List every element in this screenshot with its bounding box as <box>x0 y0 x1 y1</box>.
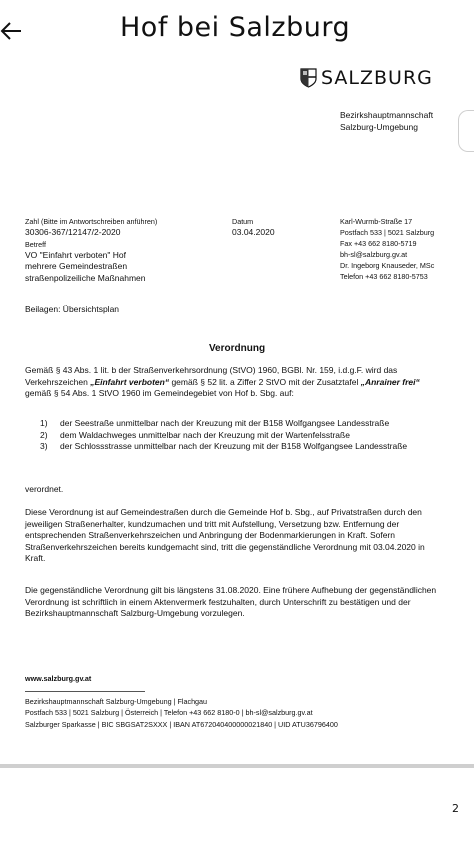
document-page <box>0 66 474 766</box>
expiry-paragraph: Die gegenständliche Verordnung gilt bis längstens 31.08.2020. Eine frühere Aufhebung der gegenständlichen Verordnung ist schriftlich in einem Aktenvermerk festzuhalten, durch Unterschrift zu bestätigen und der Bezirkshauptmannschaft Salzburg-Umgebung vorzulegen. <box>25 585 437 618</box>
footer-line: Bezirkshauptmannschaft Salzburg-Umgebung | Flachgau <box>25 696 208 706</box>
sign-name: „Einfahrt verboten“ <box>90 376 170 387</box>
betreff-line: VO "Einfahrt verboten" Hof <box>25 249 126 260</box>
contact-line: Dr. Ingeborg Knauseder, MSc <box>340 261 435 270</box>
zahl-value: 30306-367/12147/2-2020 <box>25 227 121 237</box>
contact-line: Fax +43 662 8180-5719 <box>340 239 417 248</box>
reference-block <box>25 216 215 284</box>
validity-paragraph: Diese Verordnung ist auf Gemeindestraßen durch die Gemeinde Hof b. Sbg., auf Privatstraßen durch den jeweiligen Straßenerhalter, kundzumachen und tritt mit Aufstellung, Versetzung bzw. Entfernung der entsprechenden Straßenverkehrszeichen und Anbringung der Bodenmarkierungen in Kraft. Sofern Straßenverkehrszeichen bereits kundgemacht sind, tritt die gegenständliche Verordnung mit 03.04.2020 in Kraft. <box>25 507 425 563</box>
list-item: 3) der Schlossstrasse unmittelbar nach der Kreuzung mit der B158 Wolfgangsee Landesstraße <box>40 441 408 451</box>
footer-line: Postfach 533 | 5021 Salzburg | Österreich | Telefon +43 662 8180-0 | bh-sl@salzburg.gv.at <box>25 708 313 717</box>
app-bar <box>0 0 474 67</box>
contact-line: Telefon +43 662 8180-5753 <box>340 272 428 281</box>
footer-divider <box>25 691 145 692</box>
arrow-left-icon[interactable] <box>0 20 22 42</box>
datum-value: 03.04.2020 <box>232 227 275 237</box>
date-block <box>232 216 322 239</box>
contact-line: Karl-Wurmb-Straße 17 <box>340 217 413 226</box>
sign-addon-name: „Anrainer frei“ <box>360 376 420 387</box>
betreff-label: Betreff <box>25 239 47 249</box>
footer-url[interactable]: www.salzburg.gv.at <box>25 674 92 683</box>
side-tab-handle[interactable] <box>458 110 474 152</box>
document-footer <box>25 673 445 730</box>
list-item: 2) dem Waldachweges unmittelbar nach der Kreuzung mit der Wartenfelsstraße <box>40 429 350 440</box>
list-item: 1) der Seestraße unmittelbar nach der Kreuzung mit der B158 Wolfgangsee Landesstraße <box>40 418 390 428</box>
authority-name: Bezirkshauptmannschaft Salzburg-Umgebung <box>340 110 434 132</box>
datum-label: Datum <box>232 217 254 226</box>
salzburg-logo <box>300 66 433 90</box>
coat-of-arms-icon <box>300 68 317 88</box>
page-number: 2 <box>452 802 459 815</box>
document-heading: Verordnung <box>208 343 266 354</box>
contact-line: Postfach 533 | 5021 Salzburg <box>340 228 435 237</box>
horizontal-scrollbar[interactable] <box>0 764 474 768</box>
intro-paragraph: Gemäß § 43 Abs. 1 lit. b der Straßenverkehrsordnung (StVO) 1960, BGBl. Nr. 159, i.d.g.F. wird das Verkehrszeichen „Einfahrt verboten“ gemäß § 52 lit. a Ziffer 2 StVO mit der Zusatztafel „Anrainer frei“ gemäß § 54 Abs. 1 StVO 1960 im Gemeindegebiet von Hof b. Sbg. auf: <box>25 365 420 398</box>
contact-block <box>340 216 470 282</box>
contact-email: bh-sl@salzburg.gv.at <box>340 250 408 259</box>
verordnet-line: verordnet. <box>25 484 64 494</box>
footer-line: Salzburger Sparkasse | BIC SBGSAT2SXXX | IBAN AT672040400000021840 | UID ATU36796400 <box>25 719 338 729</box>
street-list <box>40 418 450 453</box>
betreff-line: mehrere Gemeindestraßen <box>25 261 128 271</box>
logo-wordmark: SALZBURG <box>321 67 433 89</box>
page-title: Hof bei Salzburg <box>120 12 351 43</box>
attachments-line: Beilagen: Übersichtsplan <box>25 304 120 314</box>
betreff-line: straßenpolizeiliche Maßnahmen <box>25 272 146 283</box>
zahl-label: Zahl (Bitte im Antwortschreiben anführen) <box>25 217 158 226</box>
